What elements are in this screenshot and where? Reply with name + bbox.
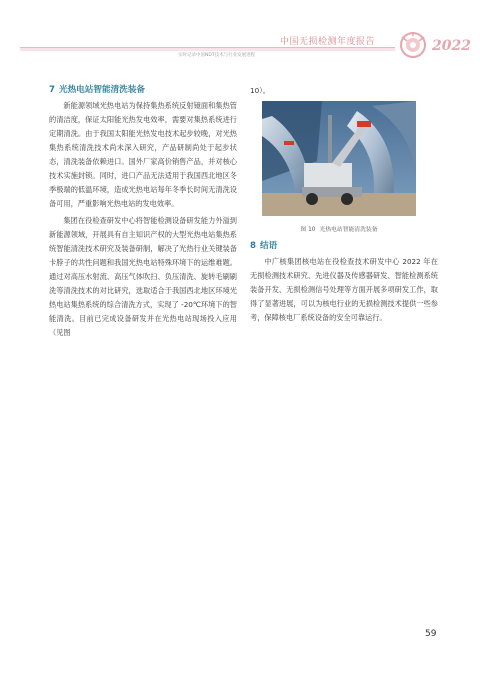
section-7-paragraph-2: 集团在役检查研发中心将智能检测设备研发能力外溢到新能源领域，开展具有自主知识产权的大型光热电站集热系统智能清洗技术研究及装备研制，解决了光热行业关键装备卡脖子的共性问题和我国光热电站特殊环境下的运维难题。通过对高压水射流、高压气体吹扫、负压清洗、旋转毛刷刷洗等清洗技术的对比研究，选取适合于我国西北地区环境光热电站集热系统的综合清洗方式，实现了 -20℃环境下的智能清洗。目前已完成设备研发并在光热电站现场投入应用（见图	[49, 216, 237, 337]
report-subtitle: 实时记录中国NDT技术与行业发展进程	[178, 53, 256, 58]
report-logo-icon	[398, 31, 428, 59]
figure-cleaning-equipment-photo	[262, 101, 416, 216]
section-8-paragraph: 中广核集团核电站在役检查技术研发中心 2022 年在无损检测技术研究、先进仪器及传感器研发、智能检测系统装备开发、无损检测信号处理等方面开展多项研发工作，取得了显著进展，可以为核电行业的无损检测技术提供一些参考，保障核电厂系统设备的安全可靠运行。	[250, 257, 438, 322]
section-number: 8	[250, 241, 256, 251]
section-title: 光热电站智能清洗装备	[58, 85, 145, 95]
report-title: 中国无损检测年度报告	[280, 37, 376, 47]
right-column-continuation	[250, 84, 438, 98]
figure-caption	[262, 224, 416, 233]
section-number: 7	[49, 85, 55, 95]
section-7-continuation: 10）。	[250, 86, 270, 95]
section-8-heading	[250, 240, 438, 252]
report-year: 2022	[432, 38, 471, 54]
section-8	[250, 240, 438, 325]
figure-label: 图 10	[300, 227, 316, 233]
section-title: 结语	[259, 241, 278, 251]
header-band	[20, 48, 395, 51]
left-column	[49, 84, 237, 340]
page-number: 59	[425, 629, 437, 639]
section-7-heading	[49, 84, 237, 96]
figure-caption-text: 光热电站智能清洗装备	[319, 227, 378, 233]
section-7-paragraph-1: 新能源领域光热电站为保持集热系统反射镜面和集热管的清洁度，保证太阳能光热发电效率，需要对集热系统进行定期清洗。由于我国太阳能光热发电技术起步较晚，对光热集热系统清洗技术尚未深入研究，产品研制尚处于起步状态，清洗装备依赖进口。国外厂家高价销售产品，并对核心技术实施封锁。同时，进口产品无法适用于我国西北地区冬季极端的低温环境，造成光热电站每年冬季长时间无清洗设备可用，严重影响光热电站的发电效率。	[49, 101, 237, 208]
